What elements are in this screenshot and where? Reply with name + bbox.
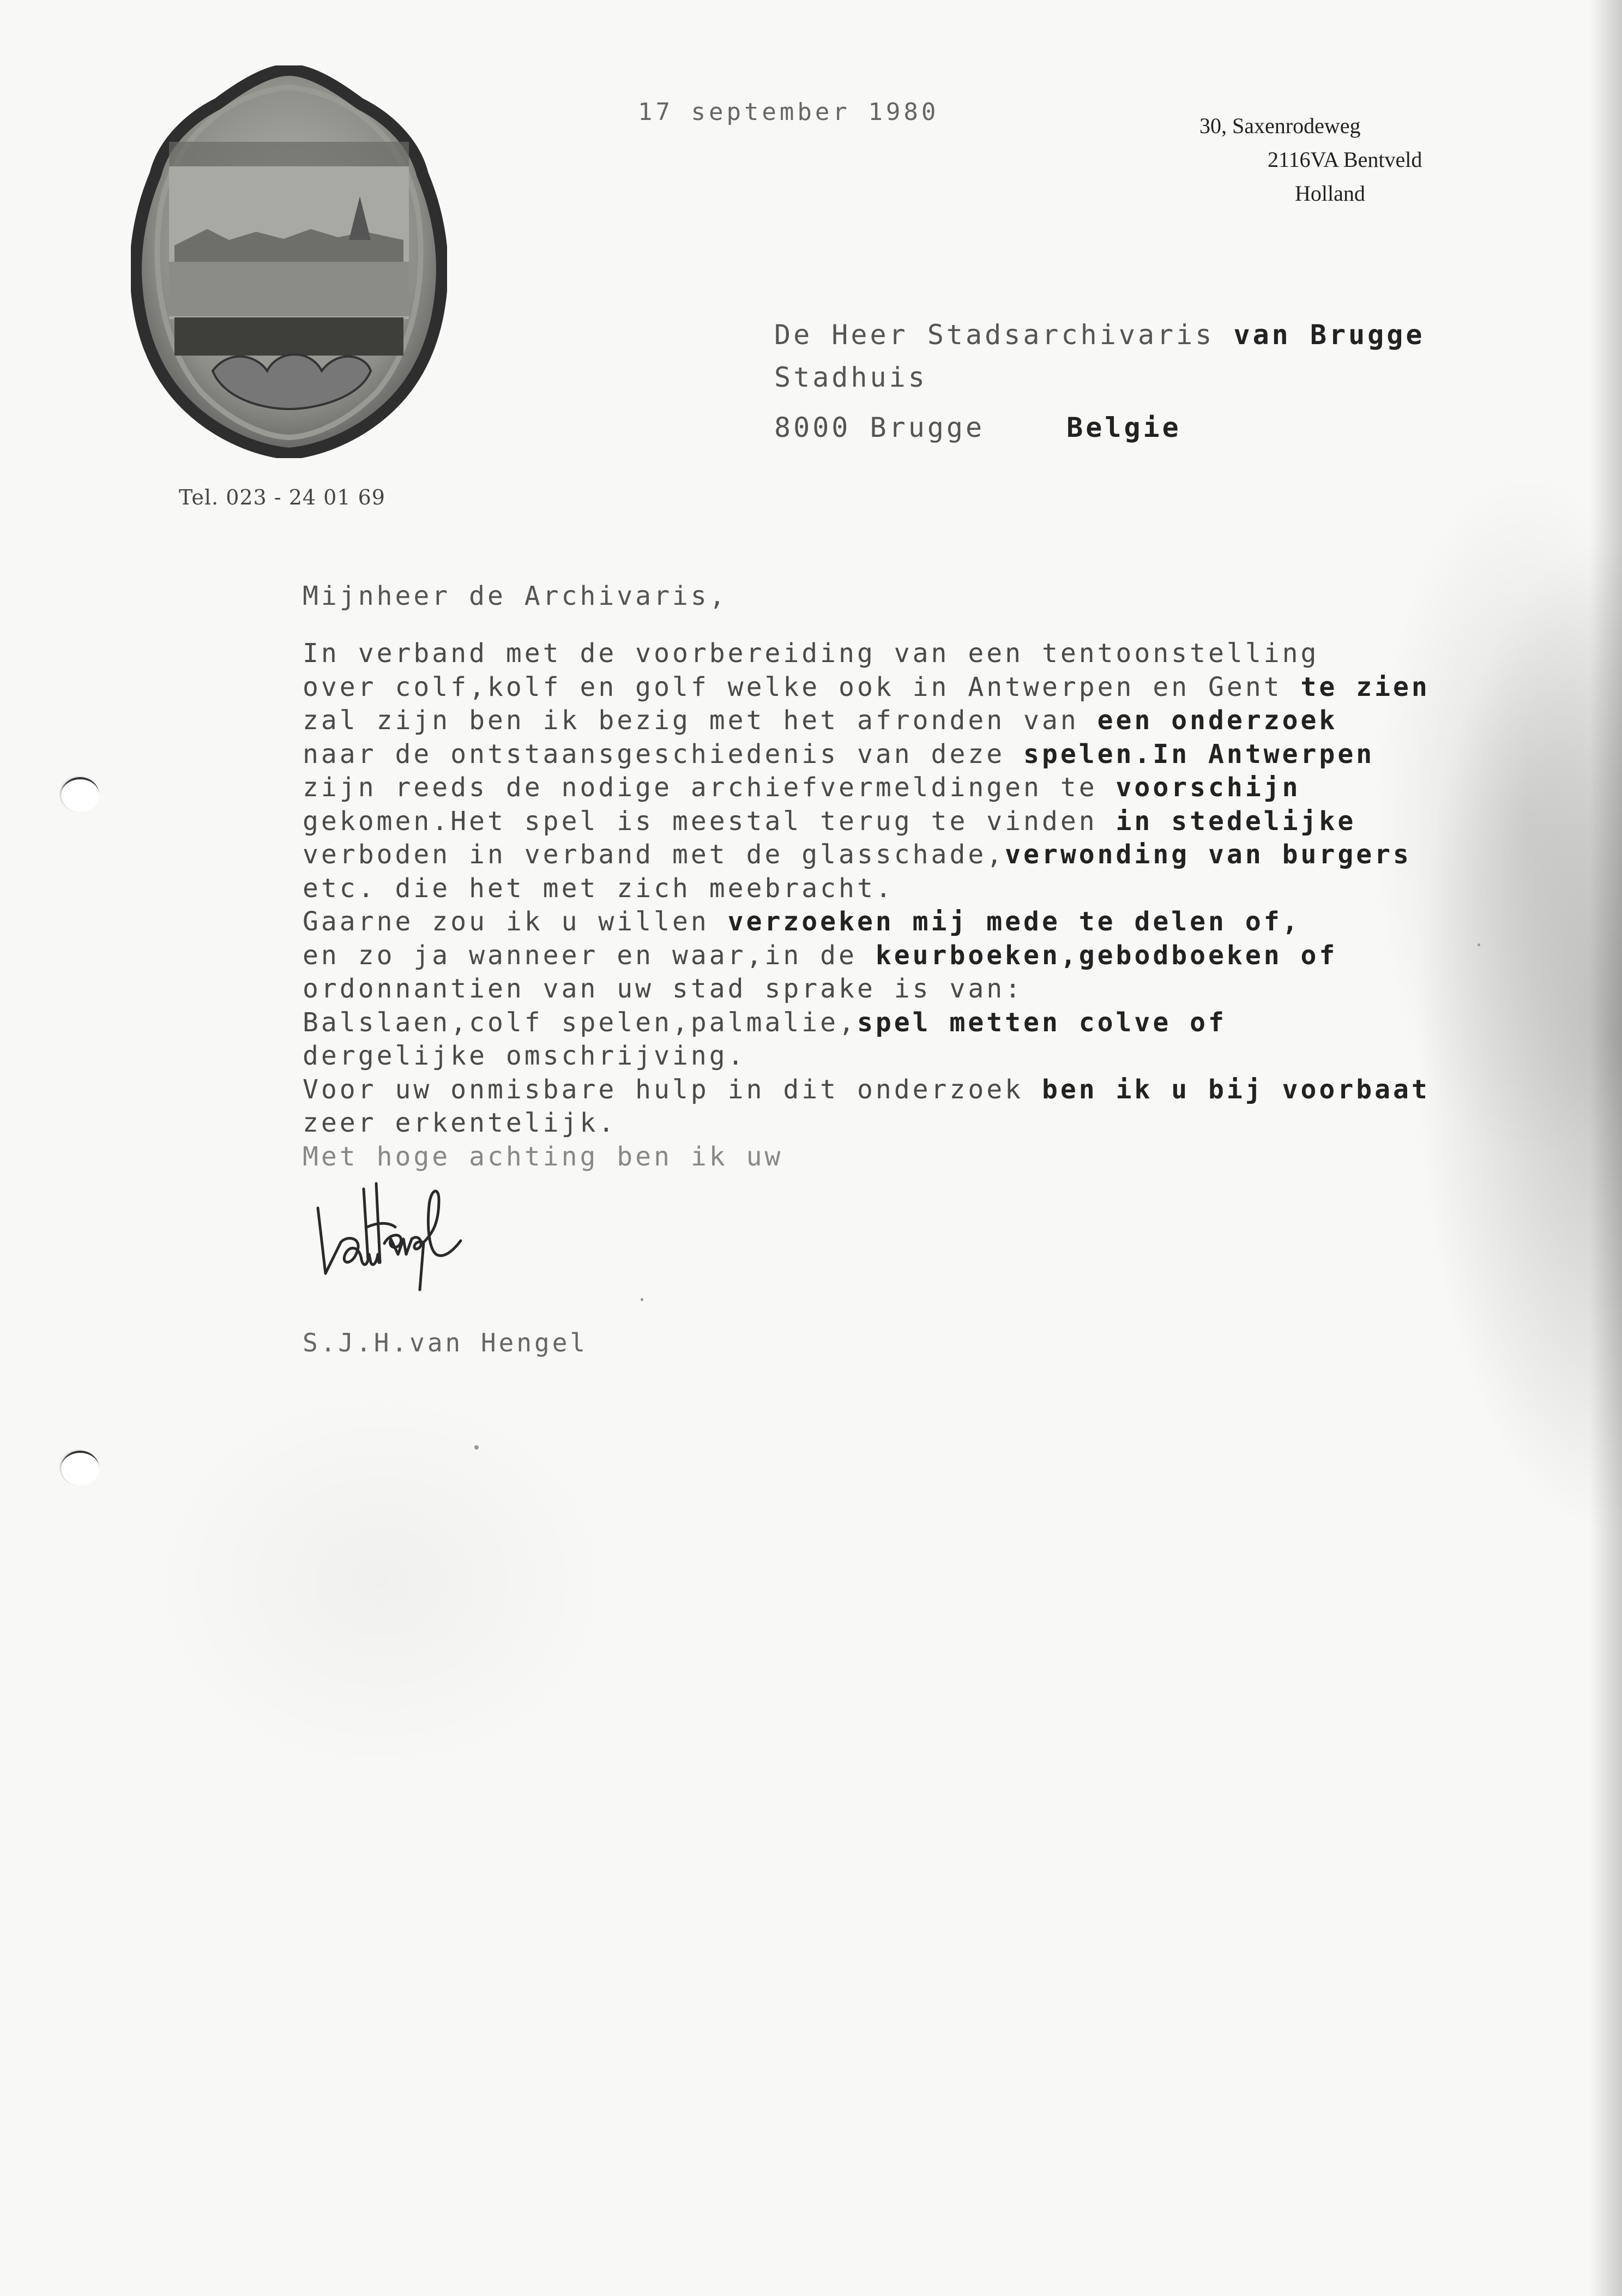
body-line: Balslaen,colf spelen,palmalie,spel metten colve of [303,1007,1227,1038]
body-line: In verband met de voorbereiding van een tentoonstelling [303,638,1319,669]
recipient-postcode-city: 8000 Brugge [774,412,985,443]
paper-speck [1478,943,1480,946]
body-line: Voor uw onmisbare hulp in dit onderzoek ben ik u bij voorbaat [303,1074,1430,1105]
body-line: naar de ontstaansgeschiedenis van deze spelen.In Antwerpen [303,738,1375,770]
recipient-line-2: Stadhuis [774,362,927,393]
body-line: gekomen.Het spel is meestal terug te vinden in stedelijke [303,806,1356,837]
body-line: etc. die het met zich meebracht. [303,873,894,904]
body-line: Gaarne zou ik u willen verzoeken mij mede te delen of, [303,906,1301,937]
telephone-number: Tel. 023 - 24 01 69 [179,485,385,509]
body-line: ordonnantien van uw stad sprake is van: [303,973,1024,1004]
body-line: zal zijn ben ik bezig met het afronden van een onderzoek [303,705,1338,736]
paper-speck [474,1445,479,1450]
recipient-address [774,319,1425,454]
sender-postcode-city: 2116VA Bentveld [1268,147,1422,172]
body-line: dergelijke omschrijving. [303,1041,746,1071]
recipient-line-3 [774,412,1425,454]
scan-edge-shadow [1589,0,1622,2296]
paper-speck [641,1298,643,1301]
recipient-line-1 [774,319,1425,362]
typed-signatory-name: S.J.H.van Hengel [303,1328,588,1357]
signature-icon [303,1178,608,1298]
recipient-city-suffix: van Brugge [1233,319,1425,351]
body-line: verboden in verband met de glasschade,verwonding van burgers [303,839,1412,870]
sender-street: 30, Saxenrodeweg [1199,113,1361,138]
punch-hole-upper [61,777,99,812]
punch-hole-lower [61,1451,99,1486]
body-line: en zo ja wanneer en waar,in de keurboeken,gebodboeken of [303,940,1338,971]
recipient-title: De Heer Stadsarchivaris [774,319,1234,351]
sender-address [1199,109,1494,211]
body-line: zeer erkentelijk. [303,1108,617,1138]
body-line: zijn reeds de nodige archiefvermeldingen te voorschijn [303,772,1301,803]
handwritten-signature [303,1178,608,1298]
letter-body [303,637,1430,1174]
sender-country: Holland [1295,181,1365,206]
closing-line: Met hoge achting ben ik uw [303,1141,783,1172]
body-line: over colf,kolf en golf welke ook in Antwerpen en Gent te zien [303,671,1430,702]
salutation: Mijnheer de Archivaris, [303,581,728,611]
letter-date: 17 september 1980 [638,98,939,126]
emblem-image [131,65,447,458]
oval-emblem-icon [131,65,447,458]
recipient-country: Belgie [1066,412,1181,443]
